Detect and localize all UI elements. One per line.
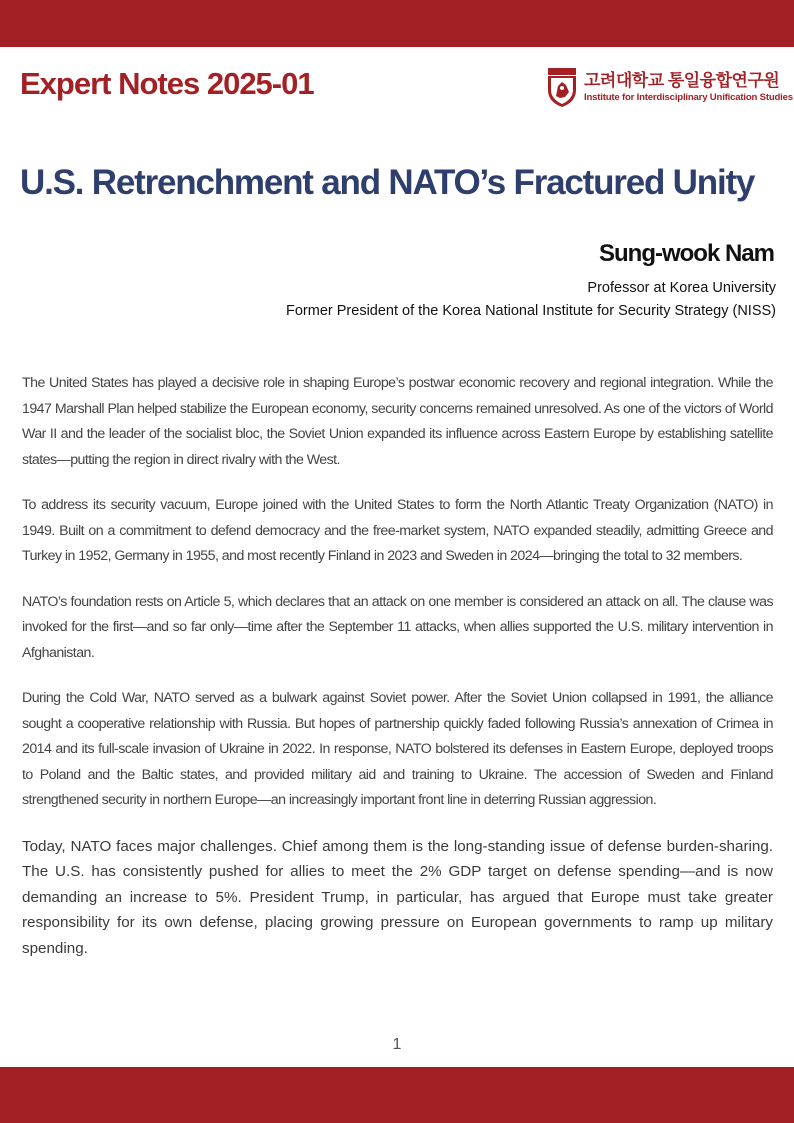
- author-affiliation: Professor at Korea University: [587, 280, 776, 296]
- article-body: [22, 371, 773, 981]
- institute-logo: [546, 66, 793, 110]
- series-label: Expert Notes 2025-01: [20, 66, 314, 101]
- paragraph: The United States has played a decisive role in shaping Europe’s postwar economic recovery and regional integration. While the 1947 Marshall Plan helped stabilize the European economy, security concerns remained unresolved. As one of the victors of World War II and the leader of the socialist bloc, the Soviet Union expanded its influence across Eastern Europe by establishing satellite states—putting the region in direct rivalry with the West.: [22, 375, 773, 468]
- institute-name-korean: 고려대학교 통일융합연구원: [584, 71, 780, 90]
- paragraph: NATO’s foundation rests on Article 5, which declares that an attack on one member is considered an attack on all. The clause was invoked for the first—and so far only—time after the September 11 attacks, when allies supported the U.S. military intervention in Afghanistan.: [22, 593, 773, 661]
- page-number: 1: [392, 1036, 402, 1053]
- paragraph: Today, NATO faces major challenges. Chief among them is the long-standing issue of defense burden-sharing. The U.S. has consistently pushed for allies to meet the 2% GDP target on defense spending—and is now demanding an increase to 5%. President Trump, in particular, has argued that Europe must take greater responsibility for its own defense, placing growing pressure on European governments to ramp up military spending.: [22, 837, 773, 957]
- footer-band: [0, 1067, 794, 1123]
- page-title: U.S. Retrenchment and NATO’s Fractured Unity: [20, 163, 755, 202]
- paragraph: To address its security vacuum, Europe joined with the United States to form the North Atlantic Treaty Organization (NATO) in 1949. Built on a commitment to defend democracy and the free-market system, NATO expanded steadily, admitting Greece and Turkey in 1952, Germany in 1955, and most recently Finland in 2023 and Sweden in 2024—bringing the total to 32 members.: [22, 497, 773, 564]
- author-name: Sung-wook Nam: [598, 240, 774, 267]
- author-former-position: Former President of the Korea National Institute for Security Strategy (NISS): [286, 303, 776, 319]
- header-band: [0, 0, 794, 47]
- paragraph: During the Cold War, NATO served as a bulwark against Soviet power. After the Soviet Union collapsed in 1991, the alliance sought a cooperative relationship with Russia. But hopes of partnership quickly faded following Russia’s annexation of Crimea in 2014 and its full-scale invasion of Ukraine in 2022. In response, NATO bolstered its defenses in Eastern Europe, deployed troops to Poland and the Baltic states, and provided military aid and training to Ukraine. The accession of Sweden and Finland strengthened security in northern Europe—an increasingly important front line in deterring Russian aggression.: [22, 690, 773, 808]
- university-seal-icon: [546, 66, 578, 108]
- institute-name-english: Institute for Interdisciplinary Unification Studies: [584, 92, 793, 103]
